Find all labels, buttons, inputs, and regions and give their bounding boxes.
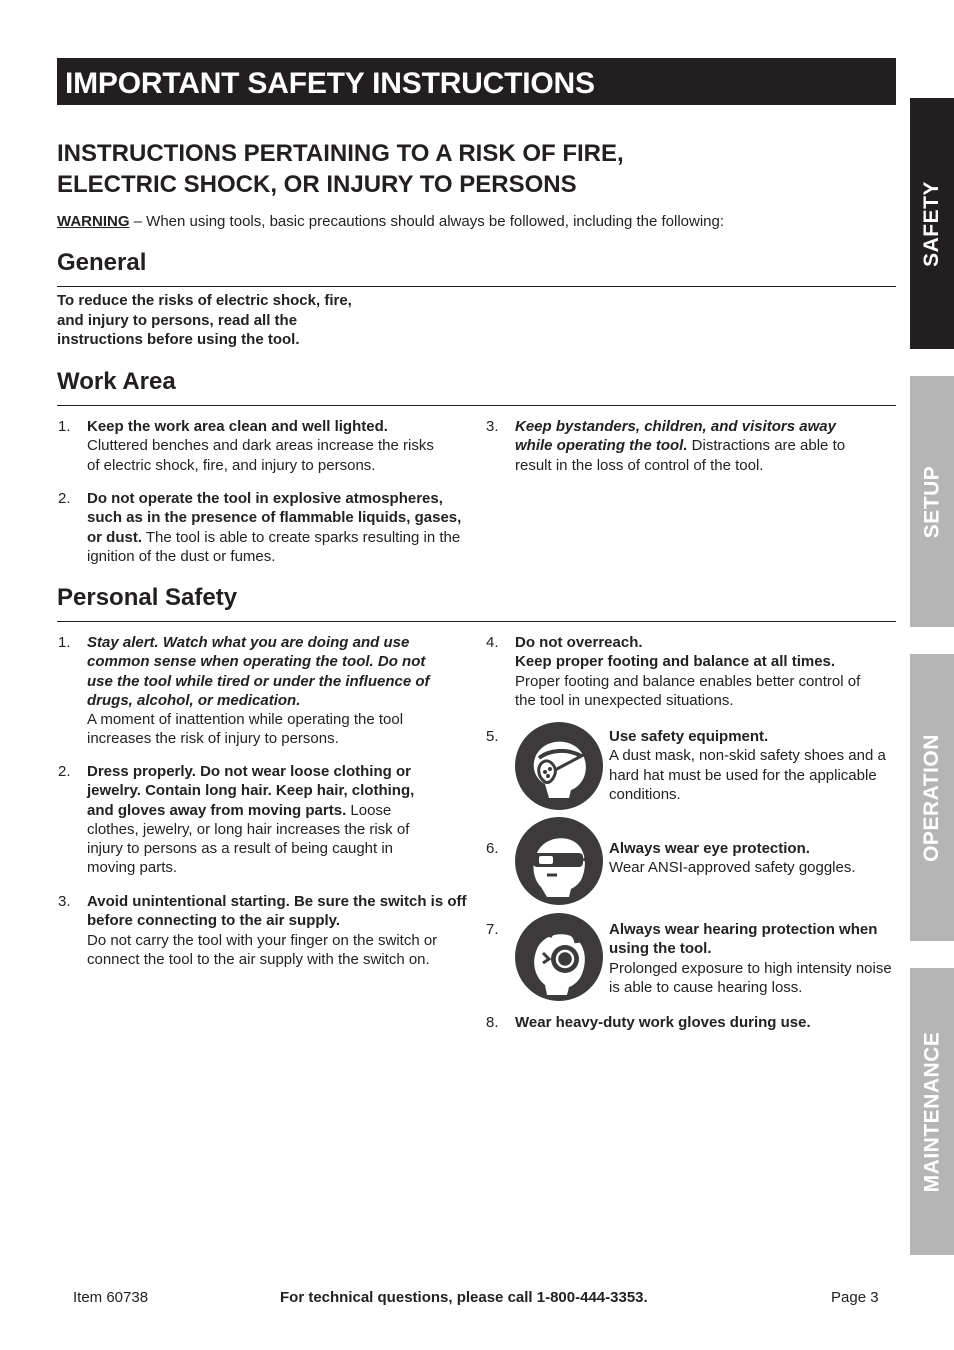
- tab-setup-label: SETUP: [920, 465, 944, 538]
- tab-maintenance-label: MAINTENANCE: [920, 1031, 944, 1192]
- item-text: Loose clothes, jewelry, or long hair increases the risk of injury to persons as a result of being caught in moving parts.: [87, 801, 410, 877]
- item-subheading: Keep proper footing and balance at all times.: [515, 653, 836, 671]
- item-number: 4.: [486, 634, 499, 651]
- item-number: 1.: [58, 634, 71, 651]
- list-item: [58, 489, 470, 566]
- tab-maintenance[interactable]: [910, 968, 954, 1255]
- tab-safety[interactable]: [910, 98, 954, 349]
- item-text: Distractions are able to result in the loss of control of the tool.: [515, 437, 846, 474]
- dust-mask-icon: [515, 722, 603, 810]
- item-number: 2.: [58, 490, 71, 507]
- item-text: A moment of inattention while operating the tool increases the risk of injury to persons.: [87, 711, 404, 748]
- safety-goggles-icon: [515, 817, 603, 905]
- item-number: 6.: [486, 840, 499, 857]
- general-text: To reduce the risks of electric shock, fire, and injury to persons, read all the instructions before using the tool.: [57, 292, 352, 348]
- tab-safety-label: SAFETY: [920, 180, 943, 267]
- subheading: [57, 138, 817, 200]
- subheading-line1: INSTRUCTIONS PERTAINING TO A RISK OF FIRE,: [57, 140, 624, 167]
- warning-statement: [57, 212, 724, 231]
- section-divider: [57, 621, 896, 622]
- item-number: 8.: [486, 1014, 499, 1031]
- item-number: 3.: [486, 418, 499, 435]
- title-bar: [57, 58, 896, 105]
- item-heading: Wear heavy-duty work gloves during use.: [515, 1014, 811, 1031]
- list-item: [609, 920, 899, 997]
- item-number: 7.: [486, 921, 499, 938]
- list-item: [58, 633, 436, 749]
- warning-text: – When using tools, basic precautions should always be followed, including the following:: [129, 213, 725, 230]
- list-item: [486, 417, 866, 475]
- section-title-general: General: [57, 249, 147, 276]
- item-number: 5.: [486, 728, 499, 745]
- item-text: A dust mask, non-skid safety shoes and a hard hat must be used for the applicable conditions.: [609, 747, 886, 803]
- page-title: IMPORTANT SAFETY INSTRUCTIONS: [65, 67, 595, 100]
- subheading-line2: ELECTRIC SHOCK, OR INJURY TO PERSONS: [57, 171, 577, 198]
- item-text: Cluttered benches and dark areas increase the risks of electric shock, fire, and injury to persons.: [87, 437, 434, 474]
- item-number: 1.: [58, 418, 71, 435]
- list-item: [486, 1013, 886, 1032]
- item-heading: Keep bystanders, children, and visitors away while operating the tool.: [515, 418, 836, 455]
- ear-protection-icon: [515, 913, 603, 1001]
- list-item: [58, 417, 438, 475]
- item-heading: Always wear hearing protection when using the tool.: [609, 921, 878, 958]
- list-item: [58, 762, 438, 878]
- item-heading: Dress properly. Do not wear loose clothing or jewelry. Contain long hair. Keep hair, clothing, and gloves away from moving parts.: [87, 763, 415, 819]
- list-item: [486, 633, 866, 710]
- section-title-work-area: Work Area: [57, 368, 176, 395]
- item-heading: Avoid unintentional starting. Be sure the switch is off before connecting to the air supply.: [87, 893, 467, 930]
- item-number: 3.: [58, 893, 71, 910]
- item-text: The tool is able to create sparks resulting in the ignition of the dust or fumes.: [87, 528, 461, 565]
- item-heading: Always wear eye protection.: [609, 840, 810, 857]
- item-text: Do not carry the tool with your finger on the switch or connect the tool to the air supply with the switch on.: [87, 931, 438, 968]
- tab-operation[interactable]: [910, 654, 954, 941]
- item-text: Prolonged exposure to high intensity noise is able to cause hearing loss.: [609, 959, 892, 996]
- list-item: [58, 892, 468, 969]
- item-text: Wear ANSI-approved safety goggles.: [609, 859, 856, 877]
- item-heading: Keep the work area clean and well lighted.: [87, 418, 388, 435]
- footer-support: For technical questions, please call 1-800-444-3353.: [280, 1289, 648, 1306]
- list-item: [609, 727, 899, 804]
- section-divider: [57, 286, 896, 287]
- item-heading: Do not operate the tool in explosive atmospheres, such as in the presence of flammable liquids, gases, or dust.: [87, 490, 462, 546]
- tab-operation-label: OPERATION: [920, 733, 944, 862]
- footer-page-number: Page 3: [831, 1289, 879, 1306]
- item-text: Proper footing and balance enables better control of the tool in unexpected situations.: [515, 672, 861, 709]
- footer-item-number: Item 60738: [73, 1289, 149, 1306]
- item-heading: Do not overreach.: [515, 634, 643, 651]
- warning-label: WARNING: [57, 213, 130, 230]
- list-item: [609, 839, 899, 878]
- item-number: 2.: [58, 763, 71, 780]
- section-divider: [57, 405, 896, 406]
- item-heading: Use safety equipment.: [609, 728, 769, 745]
- tab-setup[interactable]: [910, 376, 954, 627]
- section-title-personal-safety: Personal Safety: [57, 584, 238, 611]
- item-heading: Stay alert. Watch what you are doing and use common sense when operating the tool. Do not use the tool while tired or under the influence of drugs, alcohol, or medication.: [87, 634, 430, 709]
